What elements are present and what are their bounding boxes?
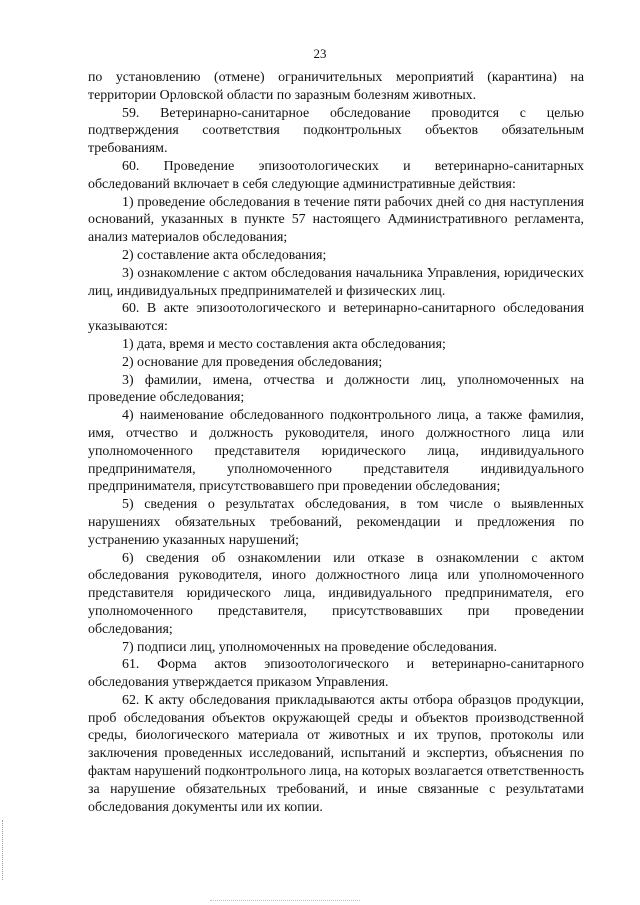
scan-bottom-rule: [210, 900, 360, 901]
document-body: [88, 69, 584, 816]
act-item-6: 6) сведения об ознакомлении или отказе в ознакомлении с актом обследования руководителя, иного должностного лица или уполномоченного представителя юридического лица, индивидуального предпринимателя, его уполномоченного представителя, присутствовавших при проведении обследования;: [88, 550, 584, 637]
paragraph-61: 61. Форма актов эпизоотологического и ветеринарно-санитарного обследования утверждается приказом Управления.: [88, 657, 584, 691]
page-number: 23: [313, 46, 327, 61]
act-item-3: 3) фамилии, имена, отчества и должности лиц, уполномоченных на проведение обследования;: [88, 372, 584, 406]
act-item-5: 5) сведения о результатах обследования, в том числе о выявленных нарушениях обязательных требований, рекомендации и предложения по устранению указанных нарушений;: [88, 497, 584, 548]
paragraph-62: 62. К акту обследования прикладываются акты отбора образцов продукции, проб обследования объектов окружающей среды и объектов производственной среды, биологического материала от животных и их трупов, протоколы или заключения проведенных исследований, испытаний и экспертиз, объяснения по фактам нарушений подконтрольного лица, на которых возлагается ответственность за нарушение обязательных требований, и иные связанные с результатами обследования документы или их копии.: [88, 692, 584, 815]
list-item-1: 1) проведение обследования в течение пяти рабочих дней со дня наступления оснований, указанных в пункте 57 настоящего Административного регламента, анализ материалов обследования;: [88, 194, 584, 246]
paragraph-60-actions: 60. Проведение эпизоотологических и ветеринарно-санитарных обследований включает в себя следующие административные действия:: [88, 158, 584, 192]
list-item-2: 2) составление акта обследования;: [122, 247, 327, 263]
scan-margin-marks: [2, 820, 6, 880]
act-item-7: 7) подписи лиц, уполномоченных на проведение обследования.: [122, 639, 498, 655]
paragraph-continuation: по установлению (отмене) ограничительных мероприятий (карантина) на территории Орловской области по заразным болезням животных.: [88, 70, 584, 103]
list-item-3: 3) ознакомление с актом обследования начальника Управления, юридических лиц, индивидуальных предпринимателей и физических лиц.: [88, 265, 584, 299]
act-item-2: 2) основание для проведения обследования;: [122, 354, 383, 370]
act-item-4: 4) наименование обследованного подконтрольного лица, а также фамилия, имя, отчество и должность руководителя, иного должностного лица или уполномоченного представителя юридического лица, индивидуального предпринимателя, уполномоченного представителя индивидуального предпринимателя, присутствовавшего при проведении обследования;: [88, 408, 584, 495]
paragraph-59: 59. Ветеринарно-санитарное обследование проводится с целью подтверждения соответствия подконтрольных объектов обязательным требованиям.: [88, 105, 584, 157]
act-item-1: 1) дата, время и место составления акта обследования;: [122, 336, 446, 352]
paragraph-60-act: 60. В акте эпизоотологического и ветеринарно-санитарного обследования указываются:: [88, 301, 584, 335]
